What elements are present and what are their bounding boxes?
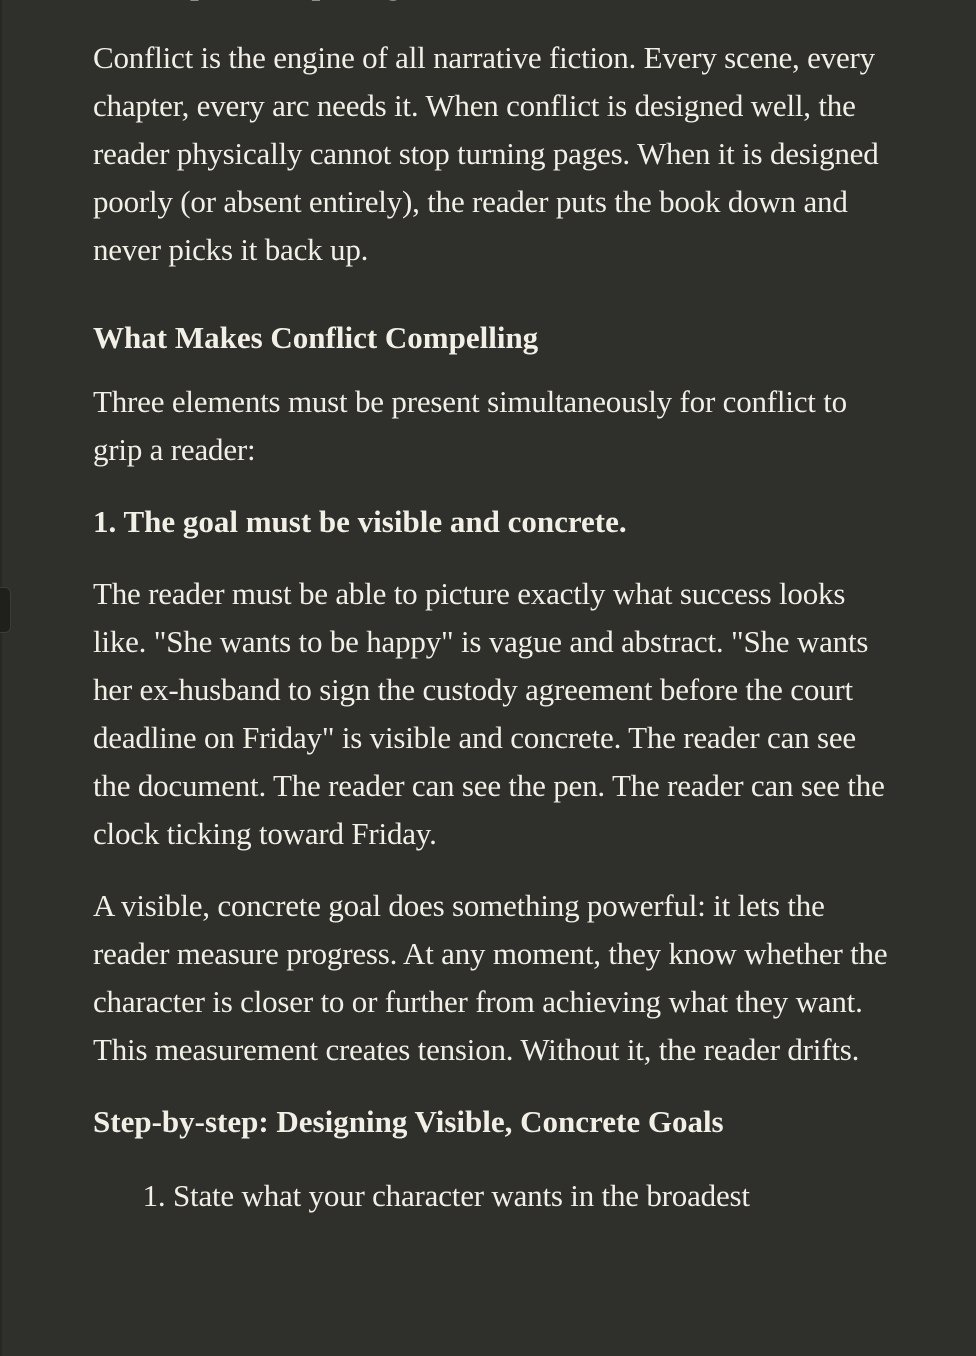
steps-list bbox=[93, 1172, 893, 1220]
item-paragraph-1: The reader must be able to picture exactly what success looks like. "She wants to be happy" is vague and abstract. "She wants her ex-husband to sign the custody agreement before the court deadline on Friday" is visible and concrete. The reader can see the document. The reader can see the pen. The reader can see the clock ticking toward Friday. bbox=[93, 576, 885, 851]
section-heading: What Makes Conflict Compelling bbox=[93, 320, 539, 355]
item-heading: 1. The goal must be visible and concrete. bbox=[93, 504, 627, 539]
intro-paragraph: Conflict is the engine of all narrative fiction. Every scene, every chapter, every arc needs it. When conflict is designed well, the reader physically cannot stop turning pages. When it is designed poorly (or absent entirely), the reader puts the book down and never picks it back up. bbox=[93, 40, 879, 267]
list-item: 1. State what your character wants in the broadest bbox=[173, 1172, 893, 1220]
window-left-edge bbox=[0, 0, 2, 1356]
article-content bbox=[93, 0, 893, 1220]
section-intro-paragraph: Three elements must be present simultaneously for conflict to grip a reader: bbox=[93, 384, 847, 467]
scroll-handle[interactable] bbox=[0, 587, 11, 633]
item-paragraph-2: A visible, concrete goal does something powerful: it lets the reader measure progress. At any moment, they know whether the character is closer to or further from achieving what they want. This measurement creates tension. Without it, the reader drifts. bbox=[93, 888, 888, 1067]
step-heading: Step-by-step: Designing Visible, Concrete Goals bbox=[93, 1104, 724, 1139]
